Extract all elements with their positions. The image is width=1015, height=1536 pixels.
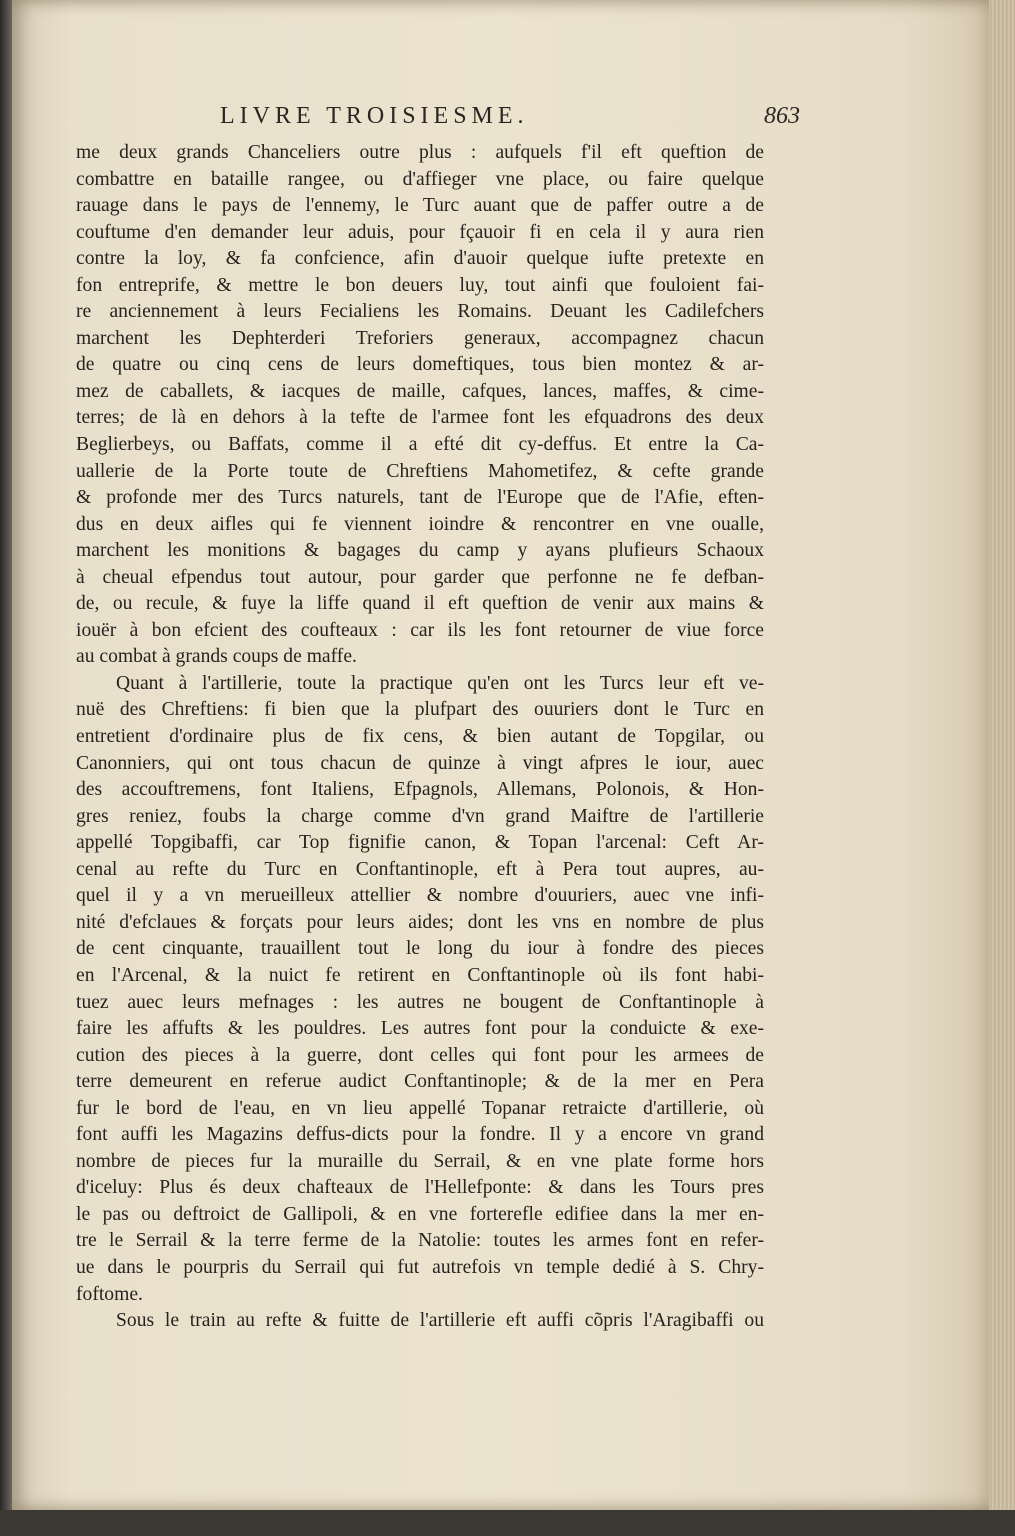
text-line: contre la loy, & fa confcience, afin d'auoir quelque iufte pretexte en [76,248,764,270]
text-line: cenal au refte du Turc en Conftantinople, eft à Pera tout aupres, au- [76,858,764,880]
text-line: uallerie de la Porte toute de Chreftiens Mahometifez, & cefte grande [76,460,764,482]
text-line: des accouftremens, font Italiens, Efpagnols, Allemans, Polonois, & Hon- [76,779,764,801]
text-line: tuez auec leurs mefnages : les autres ne bougent de Conftantinople à [76,991,764,1013]
text-line: tre le Serrail & la terre ferme de la Natolie: toutes les armes font en refer- [76,1230,764,1252]
text-line: fon entreprife, & mettre le bon deuers luy, tout ainfi que fouloient fai- [76,274,764,296]
text-line: appellé Topgibaffi, car Top fignifie canon, & Topan l'arcenal: Ceft Ar- [76,832,764,854]
text-line: & profonde mer des Turcs naturels, tant de l'Europe que de l'Afie, eften- [76,487,764,509]
text-line: mez de caballets, & iacques de maille, cafques, lances, maffes, & cime- [76,380,764,402]
text-line: dus en deux aifles qui fe viennent ioindre & rencontrer en vne oualle, [76,513,764,535]
text-line: terres; de là en dehors à la tefte de l'armee font les efquadrons des deux [76,407,764,429]
text-line: re anciennement à leurs Fecialiens les Romains. Deuant les Cadilefchers [76,301,764,323]
text-line: entretient d'ordinaire plus de fix cens, & bien autant de Topgilar, ou [76,726,764,748]
text-line: cution des pieces à la guerre, dont celles qui font pour les armees de [76,1044,764,1066]
text-line: iouër à bon efcient des coufteaux : car ils les font retourner de viue force [76,619,764,641]
scan-bottom-border [0,1510,1015,1536]
text-line: nombre de pieces fur la muraille du Serrail, & en vne plate forme hors [76,1150,764,1172]
text-line: de quatre ou cinq cens de leurs domeftiques, tous bien montez & ar- [76,354,764,376]
text-line: marchent les Dephterderi Treforiers generaux, accompagnez chacun [76,327,764,349]
text-line: ue dans le pourpris du Serrail qui fut autrefois vn temple dedié à S. Chry- [76,1256,764,1278]
text-line: d'iceluy: Plus és deux chafteaux de l'Hellefponte: & dans les Tours pres [76,1177,764,1199]
text-line: en l'Arcenal, & la nuict fe retirent en Conftantinople où ils font habi- [76,964,764,986]
text-line: Beglierbeys, ou Baffats, comme il a efté dit cy-deffus. Et entre la Ca- [76,434,764,456]
text-line: le pas ou deftroict de Gallipoli, & en vne forterefle edifiee dans la mer en- [76,1203,764,1225]
text-line: nité d'efclaues & forçats pour leurs aides; dont les vns en nombre de plus [76,911,764,933]
text-line: nuë des Chreftiens: fi bien que la plufpart des ouuriers dont le Turc en [76,699,764,721]
text-line: à cheual efpendus tout autour, pour garder que perfonne ne fe defban- [76,566,764,588]
text-line: rauage dans le pays de l'ennemy, le Turc auant que de paffer outre a de [76,195,764,217]
running-title: LIVRE TROISIESME. [220,103,529,129]
page-fore-edge [989,0,1015,1510]
page-number: 863 [764,103,800,129]
page-header [220,103,800,139]
text-line: marchent les monitions & bagages du camp y ayans plufieurs Schaoux [76,540,764,562]
text-line: de, ou recule, & fuye la liffe quand il eft queftion de venir aux mains & [76,593,764,615]
text-line: faire les affufts & les pouldres. Les autres font pour la conduicte & exe- [76,1018,764,1040]
text-line: fur le bord de l'eau, en vn lieu appellé Topanar retraicte d'artillerie, où [76,1097,764,1119]
text-line: combattre en bataille rangee, ou d'affieger vne place, ou faire quelque [76,168,764,190]
text-line: couftume d'en demander leur aduis, pour fçauoir fi en cela il y aura rien [76,221,764,243]
text-line: quel il y a vn merueilleux attellier & nombre d'ouuriers, auec vne infi- [76,885,764,907]
text-line: terre demeurent en referue audict Conftantinople; & de la mer en Pera [76,1071,764,1093]
paragraph-end-line: foftome. [76,1283,143,1305]
text-line: font auffi les Magazins deffus-dicts pour la fondre. Il y a encore vn grand [76,1124,764,1146]
body-text [76,140,764,1335]
text-line: gres reniez, foubs la charge comme d'vn grand Maiftre de l'artillerie [76,805,764,827]
text-line: Canonniers, qui ont tous chacun de quinze à vingt afpres le iour, auec [76,752,764,774]
book-gutter-edge [0,0,12,1536]
text-line: de cent cinquante, trauaillent tout le long du iour à fondre des pieces [76,938,764,960]
text-line: me deux grands Chanceliers outre plus : aufquels f'il eft queftion de [76,142,764,163]
paragraph-start-line: Sous le train au refte & fuitte de l'artillerie eft auffi cõpris l'Aragibaffi ou [116,1310,764,1332]
paragraph-start-line: Quant à l'artillerie, toute la practique qu'en ont les Turcs leur eft ve- [116,672,764,694]
paragraph-end-line: au combat à grands coups de maffe. [76,646,357,668]
